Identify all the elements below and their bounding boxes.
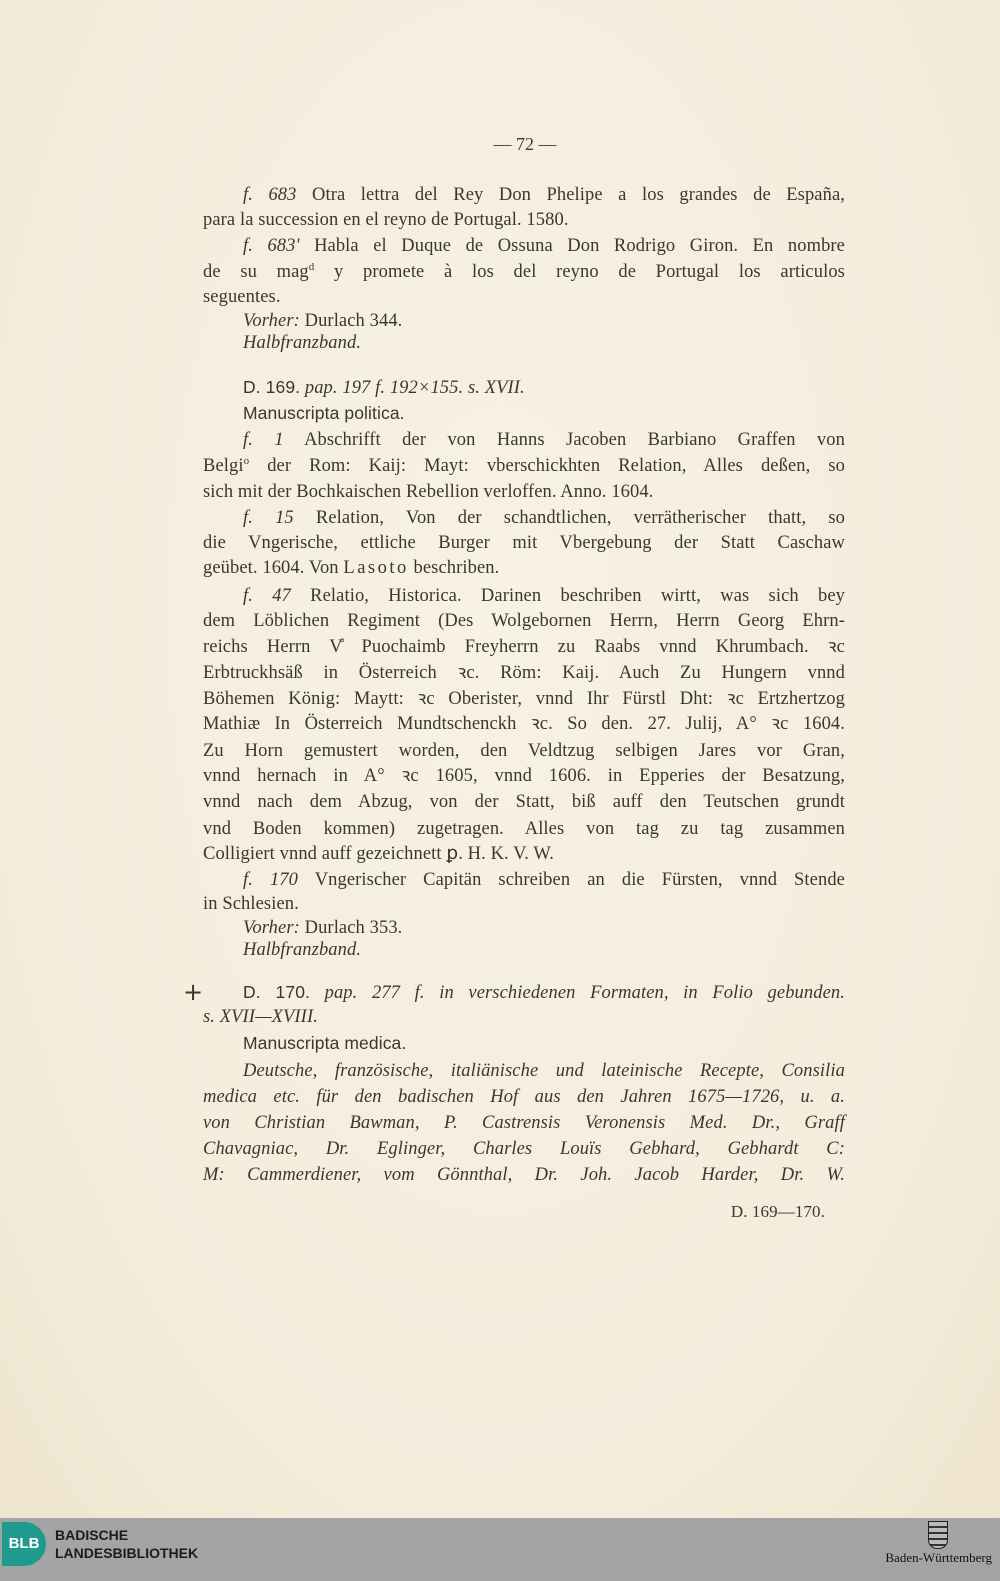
text-line: Zu Horn gemustert worden, den Veldtzug selbigen Jares vor Gran, — [203, 741, 845, 761]
text-line: Mathiæ In Österreich Mundtschenckh ꝛc. So den. 27. Julij, A° ꝛc 1604. — [203, 714, 845, 734]
text-line: medica etc. für den badischen Hof aus den Jahren 1675—1726, u. a. — [203, 1087, 845, 1107]
label: Vorher: — [243, 311, 300, 331]
folio-ref: f. 170 — [243, 870, 299, 890]
text-line: Böhemen König: Maytt: ꝛc Oberister, vnnd Ihr Fürstl Dht: ꝛc Ertzhertzog — [203, 689, 845, 709]
text-line: reichs Herrn V̊ Puochaimb Freyherrn zu Raabs vnnd Khrumbach. ꝛc — [203, 637, 845, 657]
text-line: seguentes. — [203, 287, 281, 307]
state-logo-text[interactable]: Baden-Württemberg — [885, 1550, 992, 1565]
text-line — [243, 427, 845, 453]
entry-heading-d169 — [243, 374, 845, 400]
text-line: para la succession en el reyno de Portugal. 1580. — [203, 210, 569, 230]
superscript: o — [243, 454, 250, 467]
text-line — [243, 182, 845, 208]
text-line — [243, 867, 845, 893]
line-text: Relatio, Historica. Darinen beschriben wirtt, was sich bey — [310, 586, 845, 606]
text-line: Deutsche, französische, italiänische und lateinische Recepte, Consilia — [243, 1061, 845, 1081]
folio-ref: f. 1 — [243, 430, 284, 450]
line-text: de su mag — [203, 262, 309, 282]
library-name-line1: BADISCHE — [55, 1527, 129, 1543]
entry-heading-d170 — [243, 979, 845, 1005]
line-text: Abschrifft der von Hanns Jacoben Barbiano Graffen von — [304, 430, 845, 450]
text-line: Erbtruckhsäß in Österreich ꝛc. Röm: Kaij. Auch Zu Hungern vnnd — [203, 663, 845, 683]
text-line — [203, 259, 845, 285]
folio-ref: f. 15 — [243, 508, 294, 528]
line-text: Belgi — [203, 456, 244, 476]
binding-line: Halbfranzband. — [243, 940, 362, 960]
library-name-line2: LANDESBIBLIOTHEK — [55, 1545, 199, 1561]
coat-of-arms-icon — [928, 1521, 948, 1549]
physical-description: pap. 277 f. in verschiedenen Formaten, in Folio gebunden. — [324, 983, 845, 1003]
label: Vorher: — [243, 918, 300, 938]
library-name[interactable] — [55, 1526, 198, 1562]
text-line — [203, 453, 845, 479]
text-line: Colligiert vnnd auff gezeichnett ꝑ. H. K. V. W. — [203, 844, 554, 864]
line-text: y promete à los del reyno de Portugal los articulos — [334, 262, 845, 282]
text-line: die Vngerische, ettliche Burger mit Vbergebung der Statt Caschaw — [203, 533, 845, 553]
text-line: vnnd nach dem Abzug, von der Statt, biß auff den Teutschen grundt — [203, 792, 845, 812]
folio-ref: f. 683 — [243, 185, 297, 205]
shelfmark: D. 169. — [243, 377, 301, 397]
text-line — [203, 555, 845, 581]
text-line: Chavagniac, Dr. Eglinger, Charles Louïs Gebhard, Gebhardt C: — [203, 1139, 845, 1159]
signature-mark: D. 169—170. — [730, 1202, 825, 1221]
physical-description: pap. 197 f. 192×155. s. XVII. — [304, 378, 525, 398]
line-text: Vngerischer Capitän schreiben an die Fürsten, vnnd Stende — [314, 870, 845, 890]
spaced-name: Lasoto — [343, 558, 409, 578]
text-line: M: Cammerdiener, vom Gönnthal, Dr. Joh. Jacob Harder, Dr. W. — [203, 1165, 845, 1185]
text-line: s. XVII—XVIII. — [203, 1007, 318, 1027]
entry-title: Manuscripta politica. — [243, 403, 405, 423]
margin-mark: + — [183, 978, 204, 1006]
line-text: Relation, Von der schandtlichen, verrätherischer thatt, so — [315, 508, 846, 528]
text-line: dem Löblichen Regiment (Des Wolgebornen Herrn, Herrn Georg Ehrn- — [203, 611, 845, 631]
folio-ref: f. 683' — [243, 236, 300, 256]
superscript: d — [308, 260, 315, 273]
entry-title: Manuscripta medica. — [243, 1033, 407, 1053]
blb-logo[interactable]: BLB — [2, 1522, 46, 1566]
text-line: vnd Boden kommen) zugetragen. Alles von tag zu tag zusammen — [203, 819, 845, 839]
line-text: beschriben. — [413, 558, 500, 578]
text-line — [243, 583, 845, 609]
shelfmark: D. 170. — [243, 982, 310, 1002]
line-text: Otra lettra del Rey Don Phelipe a los grandes de España, — [312, 185, 845, 205]
page-number: — 72 — — [493, 134, 557, 154]
line-text: der Rom: Kaij: Mayt: vberschickhten Relation, Alles deßen, so — [267, 456, 845, 476]
text-line: vnnd hernach in A° ꝛc 1605, vnnd 1606. in Epperies der Besatzung, — [203, 766, 845, 786]
binding-line: Halbfranzband. — [243, 333, 362, 353]
text-line: von Christian Bawman, P. Castrensis Veronensis Med. Dr., Graff — [203, 1113, 845, 1133]
text-line: in Schlesien. — [203, 894, 299, 914]
text-line — [243, 505, 845, 531]
folio-ref: f. 47 — [243, 586, 291, 606]
line-text: Habla el Duque de Ossuna Don Rodrigo Giron. En nombre — [314, 236, 845, 256]
text-line: sich mit der Bochkaischen Rebellion verloffen. Anno. 1604. — [203, 482, 654, 502]
value: Durlach 353. — [304, 918, 403, 938]
value: Durlach 344. — [304, 311, 403, 331]
text-line — [243, 233, 845, 259]
line-text: geübet. 1604. Von — [203, 558, 339, 578]
